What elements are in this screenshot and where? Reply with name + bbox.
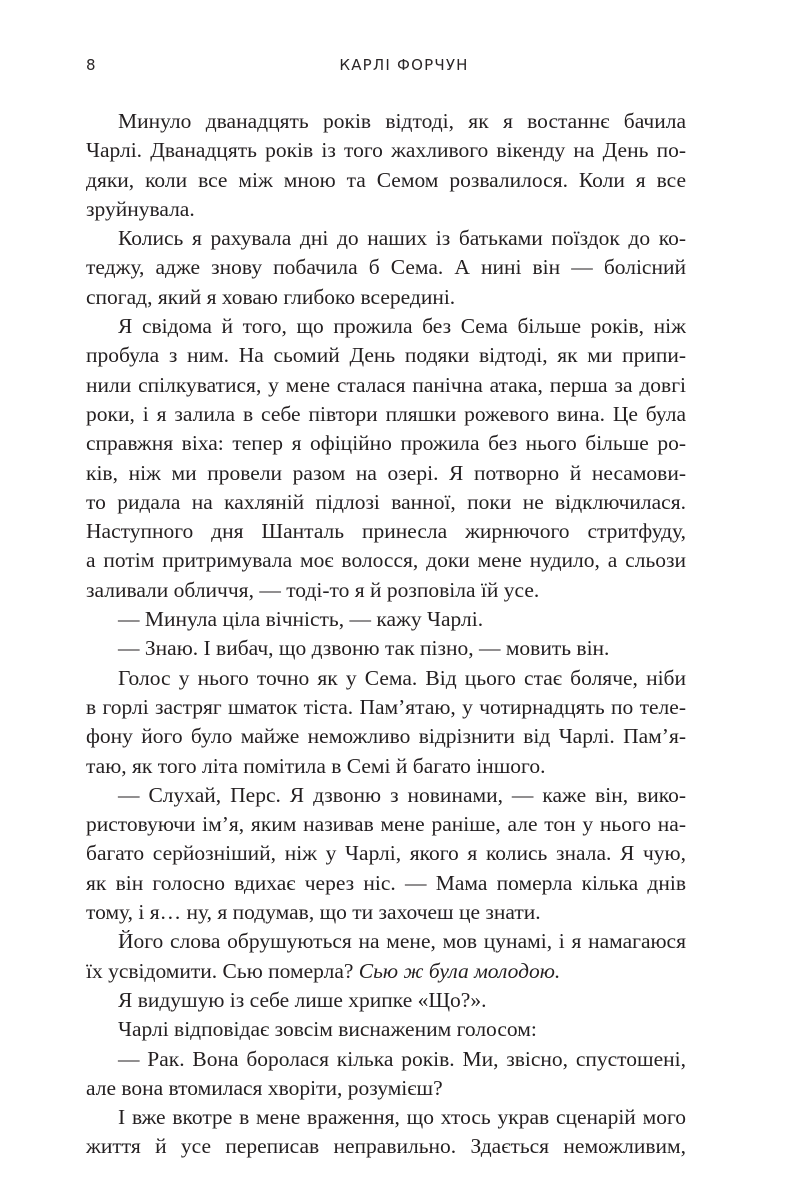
text-line: роки, і я залила в себе півтори пляшки рожевого вина. Це була: [86, 401, 686, 426]
paragraph: [86, 312, 686, 605]
text-line: ристовуючи ім’я, яким називав мене раніше, але тон у нього на-: [86, 812, 686, 837]
text-line: то ридала на кахляній підлозі ванної, поки не відключилася.: [86, 489, 686, 514]
dialogue-paragraph: [86, 781, 686, 927]
text-line: дяки, коли все між мною та Семом розвалилося. Коли я все: [86, 167, 686, 192]
text-line: як він голосно вдихає через ніс. — Мама померла кілька днів: [86, 870, 686, 895]
text-line: Чарлі. Дванадцять років із того жахливого вікенду на День по-: [86, 138, 686, 163]
text-line: ків, ніж ми провели разом на озері. Я потворно й несамови-: [86, 460, 686, 485]
paragraph: [86, 224, 686, 312]
running-head: [0, 56, 808, 80]
body-text: [86, 107, 686, 1162]
page-number: 8: [86, 56, 97, 74]
text-line: багато серйозніший, ніж у Чарлі, якого я колись знала. Я чую,: [86, 841, 686, 866]
text-line: спогад, який я ховаю глибоко всередині.: [86, 284, 456, 309]
text-line: Голос у нього точно як у Сема. Від цього стає боляче, ніби: [118, 665, 686, 690]
text-line: заливали обличчя, — тоді-то я й розповіла їй усе.: [86, 577, 540, 602]
running-head-author: КАРЛІ ФОРЧУН: [339, 56, 469, 74]
text-line: таю, як того літа помітила в Семі й багато іншого.: [86, 753, 546, 778]
text-line: фону його було майже неможливо відрізнити від Чарлі. Пам’я-: [86, 724, 686, 749]
text-line: Минуло дванадцять років відтоді, як я востаннє бачила: [118, 109, 686, 133]
text-line: Я видушую із себе лише хрипке «Що?».: [118, 987, 487, 1012]
italic-thought: Сью ж була молодою.: [358, 958, 561, 983]
text-line: І вже вкотре в мене враження, що хтось украв сценарій мого: [118, 1105, 686, 1130]
text-line: зруйнувала.: [86, 196, 195, 221]
text-line: — Слухай, Перс. Я дзвоню з новинами, — каже він, вико-: [118, 782, 686, 807]
text-line: Колись я рахувала дні до наших із батьками поїздок до ко-: [118, 226, 686, 251]
paragraph: [86, 1103, 686, 1162]
text-line: в горлі застряг шматок тіста. Пам’ятаю, у чотирнадцять по теле-: [86, 694, 686, 719]
text-line: [86, 957, 686, 986]
text-line: Його слова обрушуються на мене, мов цунамі, і я намагаюся: [118, 929, 686, 954]
text-segment: їх усвідомити. Сью померла?: [86, 958, 354, 983]
text-line: — Минула ціла вічність, — кажу Чарлі.: [118, 607, 484, 632]
paragraph: [86, 664, 686, 781]
text-line: але вона втомилася хворіти, розумієш?: [86, 1075, 443, 1100]
text-line: Чарлі відповідає зовсім виснаженим голосом:: [118, 1017, 537, 1042]
dialogue-paragraph: [86, 634, 686, 663]
text-line: життя й усе переписав неправильно. Здається неможливим,: [86, 1134, 686, 1159]
paragraph: [86, 1015, 686, 1044]
paragraph: [86, 107, 686, 224]
text-line: Я свідома й того, що прожила без Сема більше років, ніж: [118, 314, 686, 339]
text-line: теджу, адже знову побачила б Сема. А нині він — болісний: [86, 255, 686, 280]
text-line: — Рак. Вона боролася кілька років. Ми, звісно, спустошені,: [118, 1046, 686, 1071]
paragraph: [86, 986, 686, 1015]
dialogue-paragraph: [86, 605, 686, 634]
text-line: а потім притримувала моє волосся, доки мене нудило, а сльози: [86, 548, 686, 573]
text-line: справжня віха: тепер я офіційно прожила без нього більше ро-: [86, 431, 686, 456]
text-line: пробула з ним. На сьомий День подяки відтоді, як ми припи-: [86, 343, 686, 368]
dialogue-paragraph: [86, 1045, 686, 1104]
text-line: — Знаю. І вибач, що дзвоню так пізно, — мовить він.: [118, 636, 610, 661]
text-line: тому, і я… ну, я подумав, що ти захочеш це знати.: [86, 900, 541, 925]
paragraph: [86, 927, 686, 986]
text-line: Наступного дня Шанталь принесла жирнючого стритфуду,: [86, 519, 686, 544]
text-line: нили спілкуватися, у мене сталася панічна атака, перша за довгі: [86, 372, 686, 397]
